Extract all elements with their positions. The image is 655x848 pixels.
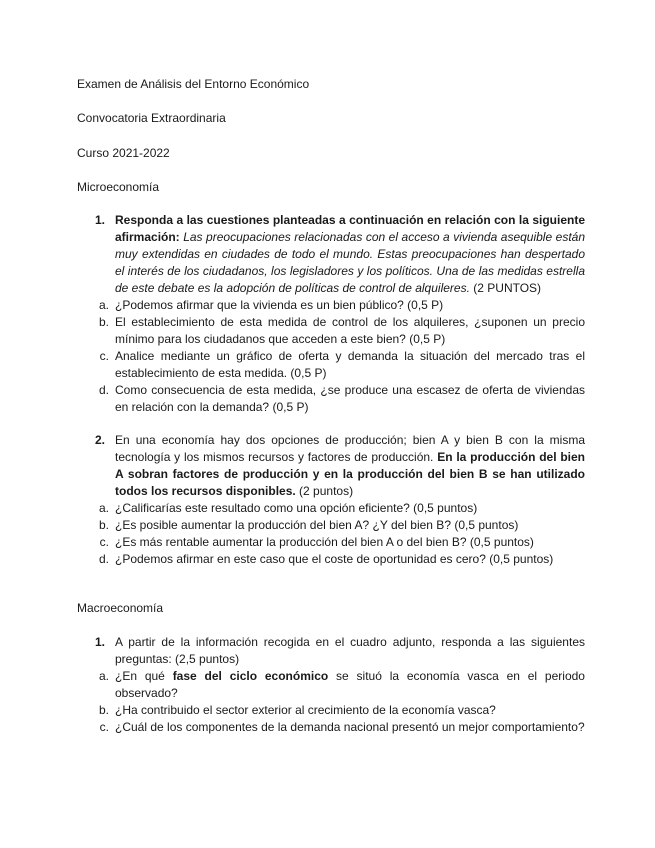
sub-question — [77, 382, 585, 416]
sub-question-text: ¿Ha contribuido el sector exterior al crecimiento de la economía vasca? — [115, 703, 496, 717]
question-number: 1. — [95, 635, 106, 649]
question-lead: A partir de la información recogida en el cuadro adjunto, responda a las siguientes preguntas: (2,5 puntos) — [115, 635, 585, 666]
question-body — [77, 634, 585, 668]
exam-title: Examen de Análisis del Entorno Económico — [77, 77, 310, 91]
micro-question-1 — [77, 212, 585, 416]
sub-question-text-post: se situó la economía vasca en el periodo observado? — [115, 669, 585, 700]
sub-question-letter: b. — [98, 315, 109, 329]
sub-question-text-pre: ¿En qué — [115, 669, 165, 683]
question-points: (2 puntos) — [299, 484, 354, 498]
sub-question-list — [77, 668, 585, 736]
sub-question-letter: c. — [99, 349, 109, 363]
sub-question-letter: a. — [98, 501, 109, 515]
quoted-statement: Las preocupaciones relacionadas con el acceso a vivienda asequible están muy extendidas en ciudades de todo el mundo. Estas preocupaciones han despertado el interés de los ciudadanos, los legisladores y los políticos. Una de las medidas estrella de este debate es la adopción de políticas de control de alquileres. — [115, 230, 586, 295]
micro-question-2 — [77, 432, 585, 568]
sub-question — [77, 314, 585, 348]
sub-question — [77, 348, 585, 382]
sub-question-text: Como consecuencia de esta medida, ¿se produce una escasez de oferta de viviendas en relación con la demanda? (0,5 P) — [115, 383, 585, 414]
sub-question — [77, 668, 585, 702]
sub-question-text: ¿Podemos afirmar que la vivienda es un bien público? (0,5 P) — [115, 298, 444, 312]
sub-question-text: ¿Podemos afirmar en este caso que el coste de oportunidad es cero? (0,5 puntos) — [115, 552, 554, 566]
sub-question-letter: b. — [98, 518, 109, 532]
sub-question — [77, 517, 585, 534]
question-lead: En una economía hay dos opciones de producción; bien A y bien B con la misma tecnología y los mismos recursos y factores de producción. — [115, 433, 585, 464]
sub-question-letter: a. — [98, 298, 109, 312]
exam-call: Convocatoria Extraordinaria — [77, 111, 226, 125]
section-heading-micro: Microeconomía — [77, 180, 160, 194]
sub-question-letter: c. — [99, 535, 109, 549]
sub-question-text: ¿Es más rentable aumentar la producción del bien A o del bien B? (0,5 puntos) — [115, 535, 534, 549]
sub-question-text: ¿Calificarías este resultado como una opción eficiente? (0,5 puntos) — [115, 501, 478, 515]
sub-question-emphasis: fase del ciclo económico — [172, 669, 329, 683]
sub-question-list — [77, 500, 585, 568]
sub-question — [77, 500, 585, 517]
sub-question — [77, 297, 585, 314]
sub-question-letter: d. — [98, 383, 109, 397]
question-body — [77, 212, 585, 297]
sub-question-letter: c. — [99, 720, 109, 734]
question-body — [77, 432, 585, 500]
sub-question — [77, 551, 585, 568]
sub-question-text: Analice mediante un gráfico de oferta y demanda la situación del mercado tras el establecimiento de esta medida. (0,5 P) — [115, 349, 585, 380]
question-emphasis: En la producción del bien A sobran factores de producción y en la producción del bien B se han utilizado todos los recursos disponibles. — [115, 450, 586, 498]
sub-question — [77, 719, 585, 736]
exam-year: Curso 2021-2022 — [77, 146, 170, 160]
section-heading-macro: Macroeconomía — [77, 601, 164, 615]
question-number: 2. — [95, 433, 106, 447]
sub-question-letter: b. — [98, 703, 109, 717]
sub-question-letter: a. — [98, 669, 109, 683]
sub-question-list — [77, 297, 585, 416]
sub-question — [77, 702, 585, 719]
question-points: (2 PUNTOS) — [473, 281, 542, 295]
question-number: 1. — [95, 213, 106, 227]
sub-question-text: ¿Cuál de los componentes de la demanda nacional presentó un mejor comportamiento? — [115, 720, 585, 734]
sub-question-text: El establecimiento de esta medida de control de los alquileres, ¿suponen un precio mínimo para los ciudadanos que acceden a este bien? (0,5 P) — [115, 315, 585, 346]
question-lead: Responda a las cuestiones planteadas a continuación en relación con la siguiente afirmación: — [115, 213, 585, 244]
sub-question-letter: d. — [98, 552, 109, 566]
sub-question-text: ¿Es posible aumentar la producción del bien A? ¿Y del bien B? (0,5 puntos) — [115, 518, 519, 532]
macro-question-1 — [77, 634, 585, 736]
sub-question — [77, 534, 585, 551]
